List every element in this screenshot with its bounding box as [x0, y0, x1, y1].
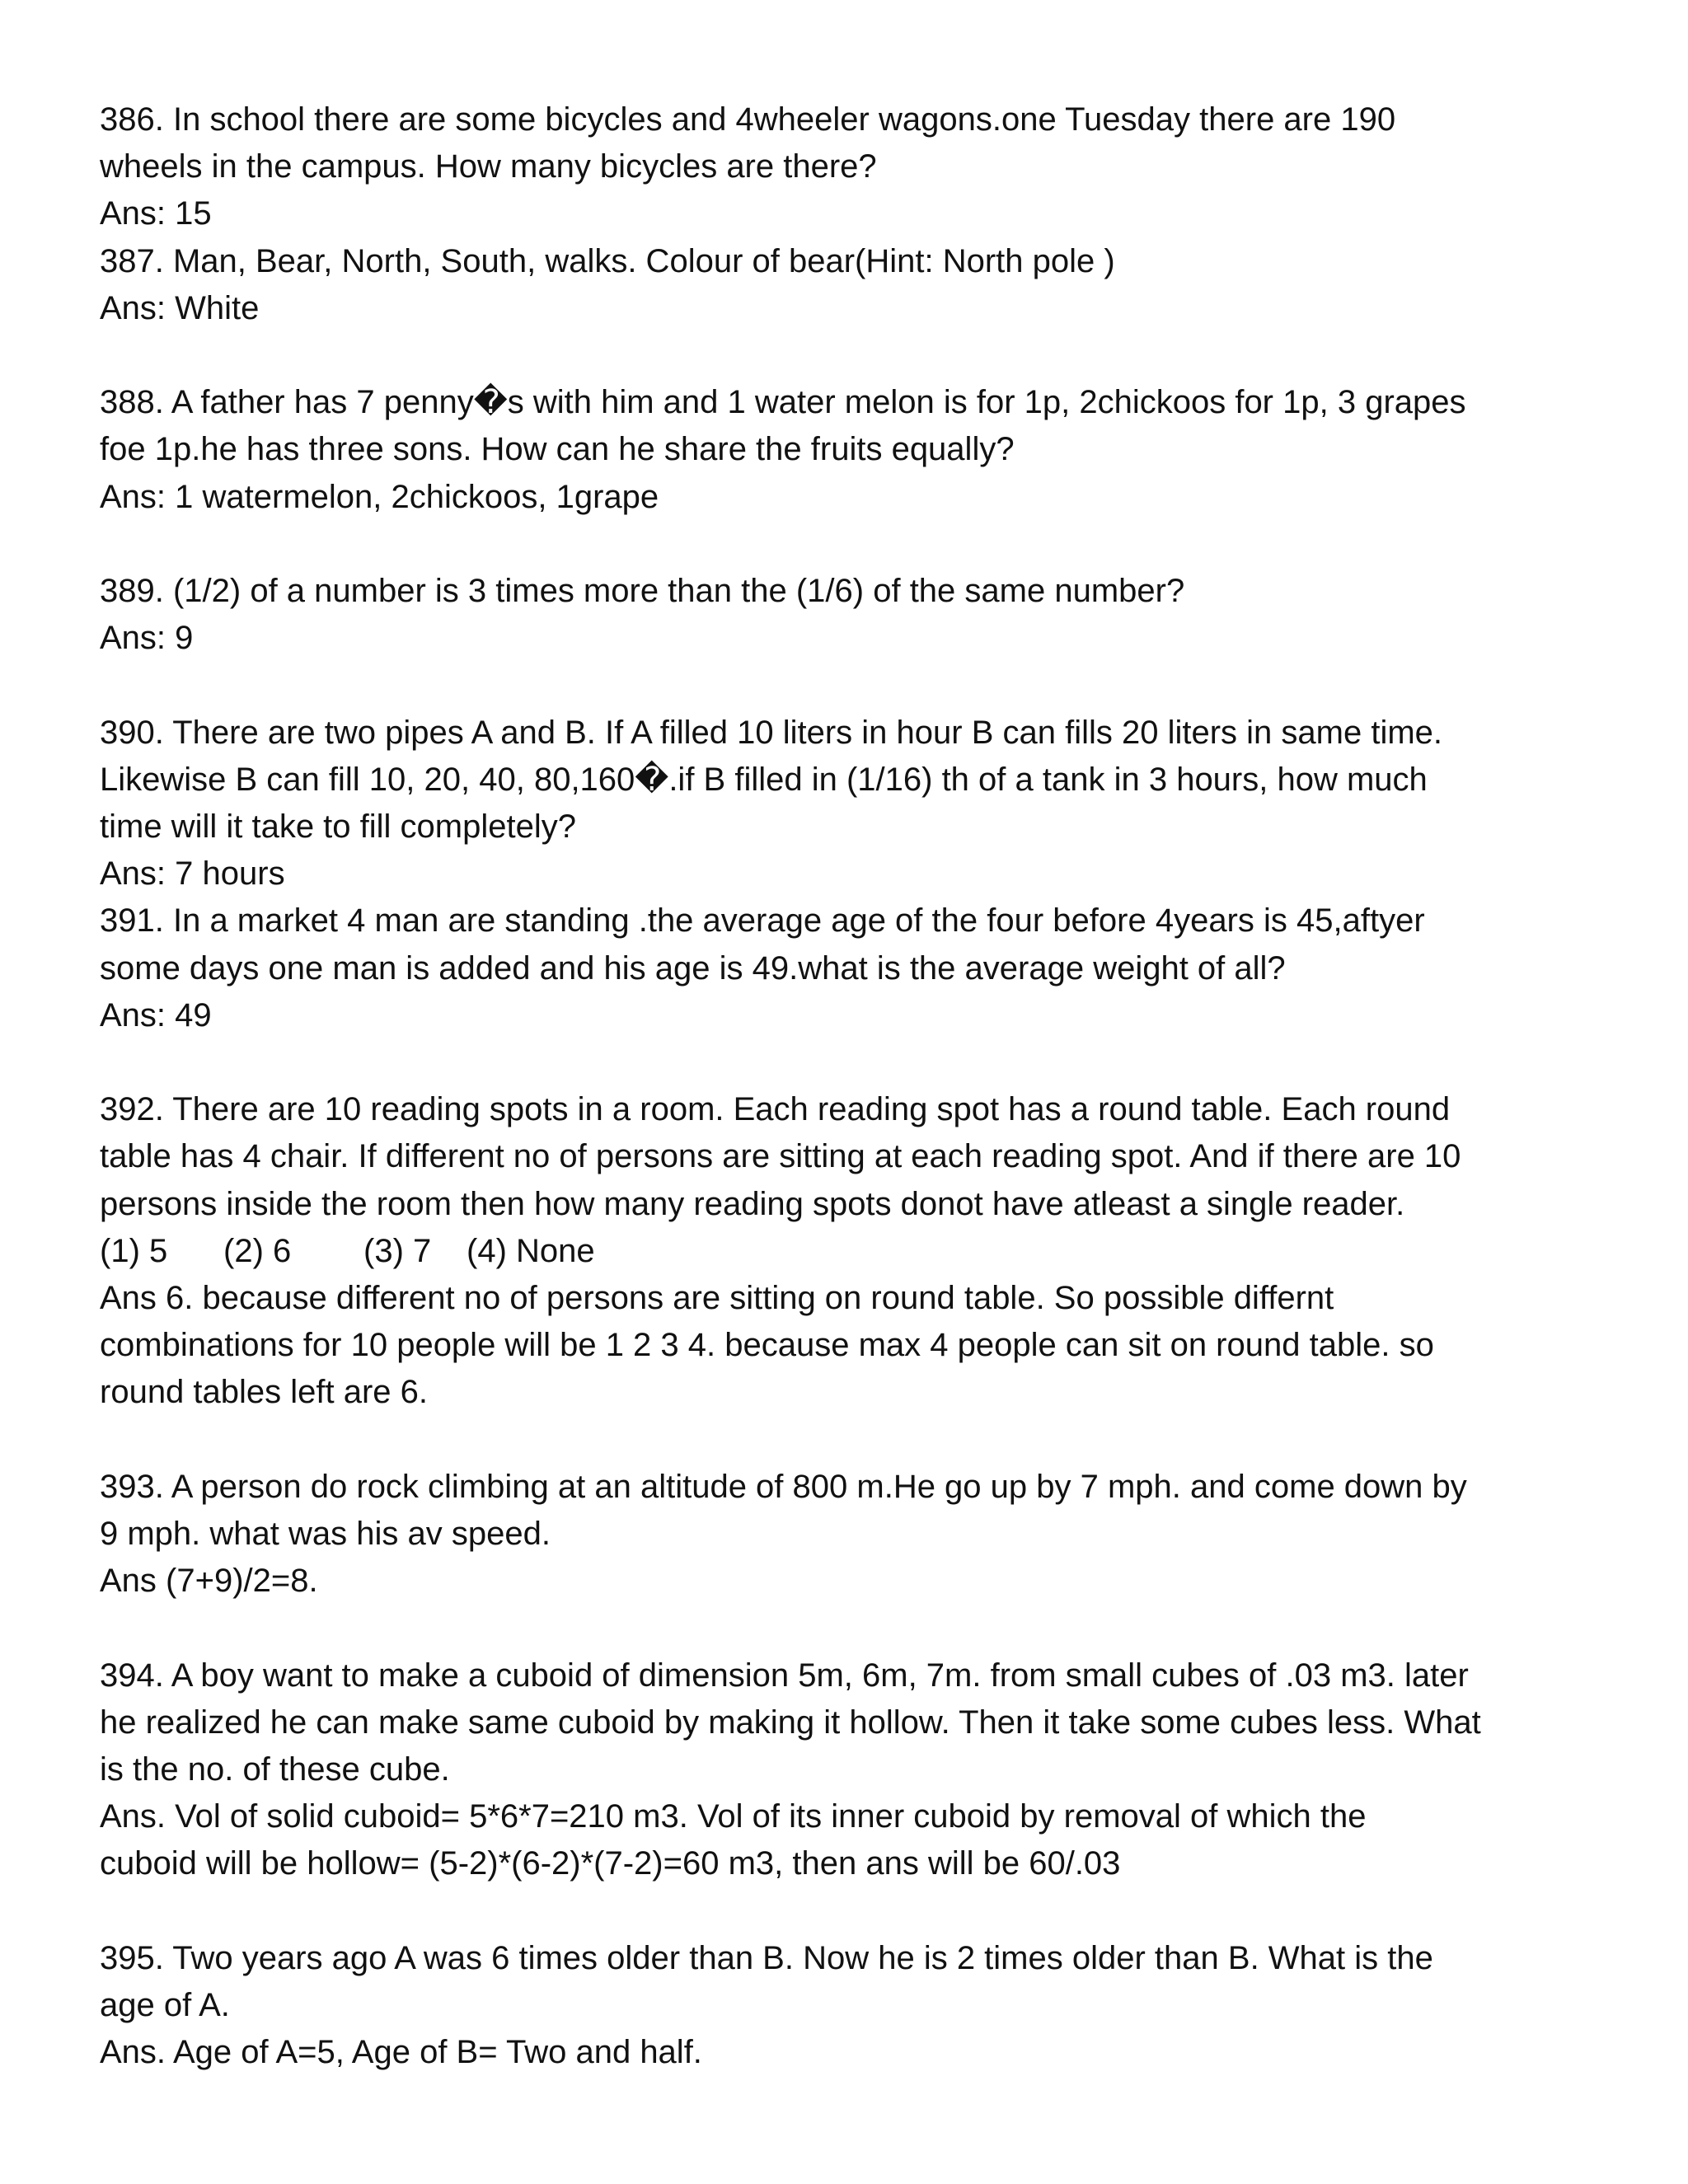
question-text-line: 393. A person do rock climbing at an altitude of 800 m.He go up by 7 mph. and come down by — [100, 1468, 1467, 1505]
question-386 — [100, 96, 1608, 238]
question-text-line: 9 mph. what was his av speed. — [100, 1516, 551, 1553]
answer-text: Ans. Age of A=5, Age of B= Two and half. — [100, 2034, 702, 2071]
question-text-line: 392. There are 10 reading spots in a room. Each reading spot has a round table. Each round — [100, 1091, 1451, 1128]
answer-text: Ans: 15 — [100, 195, 212, 232]
question-text-line: some days one man is added and his age is 49.what is the average weight of all? — [100, 949, 1286, 987]
answer-options — [100, 1228, 1608, 1275]
question-text-line: 391. In a market 4 man are standing .the average age of the four before 4years is 45,aftyer — [100, 902, 1425, 940]
question-388 — [100, 379, 1608, 521]
paragraph-gap — [100, 1039, 1608, 1086]
paragraph-gap — [100, 1417, 1608, 1464]
question-text-line: Likewise B can fill 10, 20, 40, 80,160�.if B filled in (1/16) th of a tank in 3 hours, how much — [100, 761, 1428, 798]
option-1: (1) 5 — [100, 1232, 168, 1269]
answer-text: Ans: 7 hours — [100, 855, 285, 893]
question-text-line: is the no. of these cube. — [100, 1751, 450, 1788]
question-392 — [100, 1086, 1608, 1416]
answer-text: Ans: 9 — [100, 620, 194, 657]
question-text-line: time will it take to fill completely? — [100, 808, 576, 845]
question-390 — [100, 710, 1608, 898]
question-text-line: age of A. — [100, 1987, 230, 2024]
answer-text: Ans: 49 — [100, 996, 212, 1033]
answer-text-line: combinations for 10 people will be 1 2 3 4. because max 4 people can sit on round table. so — [100, 1327, 1434, 1364]
answer-text-line: round tables left are 6. — [100, 1374, 429, 1411]
question-text-line: 388. A father has 7 penny�s with him and 1 water melon is for 1p, 2chickoos for 1p, 3 grapes — [100, 384, 1466, 421]
question-395 — [100, 1935, 1608, 2077]
question-text-line: wheels in the campus. How many bicycles are there? — [100, 148, 877, 185]
question-text-line: he realized he can make same cuboid by making it hollow. Then it take some cubes less. What — [100, 1704, 1481, 1741]
paragraph-gap — [100, 332, 1608, 379]
question-text-line: table has 4 chair. If different no of persons are sitting at each reading spot. And if there are 10 — [100, 1138, 1461, 1175]
question-393 — [100, 1464, 1608, 1605]
question-389 — [100, 568, 1608, 662]
question-text-line: persons inside the room then how many reading spots donot have atleast a single reader. — [100, 1185, 1405, 1222]
question-text-line: 387. Man, Bear, North, South, walks. Colour of bear(Hint: North pole ) — [100, 242, 1115, 279]
question-text-line: 386. In school there are some bicycles and 4wheeler wagons.one Tuesday there are 190 — [100, 101, 1396, 138]
question-text-line: 389. (1/2) of a number is 3 times more than the (1/6) of the same number? — [100, 573, 1185, 609]
paragraph-gap — [100, 1605, 1608, 1652]
question-text-line: 395. Two years ago A was 6 times older than B. Now he is 2 times older than B. What is the — [100, 1939, 1433, 1976]
answer-text-line: cuboid will be hollow= (5-2)*(6-2)*(7-2)=60 m3, then ans will be 60/.03 — [100, 1845, 1121, 1882]
answer-text: Ans (7+9)/2=8. — [100, 1563, 318, 1600]
answer-text-line: Ans 6. because different no of persons are sitting on round table. So possible differnt — [100, 1280, 1334, 1317]
question-text-line: foe 1p.he has three sons. How can he share the fruits equally? — [100, 431, 1015, 468]
option-4: (4) None — [467, 1232, 595, 1269]
question-387 — [100, 238, 1608, 332]
document-page — [100, 96, 1608, 2076]
paragraph-gap — [100, 1888, 1608, 1935]
answer-text-line: Ans. Vol of solid cuboid= 5*6*7=210 m3. Vol of its inner cuboid by removal of which the — [100, 1798, 1367, 1835]
answer-text: Ans: White — [100, 289, 260, 326]
question-text-line: 390. There are two pipes A and B. If A filled 10 liters in hour B can fills 20 liters in same time. — [100, 714, 1443, 751]
question-394 — [100, 1652, 1608, 1888]
option-3: (3) 7 — [363, 1232, 432, 1269]
question-391 — [100, 898, 1608, 1039]
answer-text: Ans: 1 watermelon, 2chickoos, 1grape — [100, 478, 659, 515]
option-2: (2) 6 — [223, 1232, 292, 1269]
paragraph-gap — [100, 521, 1608, 568]
paragraph-gap — [100, 662, 1608, 709]
question-text-line: 394. A boy want to make a cuboid of dimension 5m, 6m, 7m. from small cubes of .03 m3. later — [100, 1657, 1469, 1694]
